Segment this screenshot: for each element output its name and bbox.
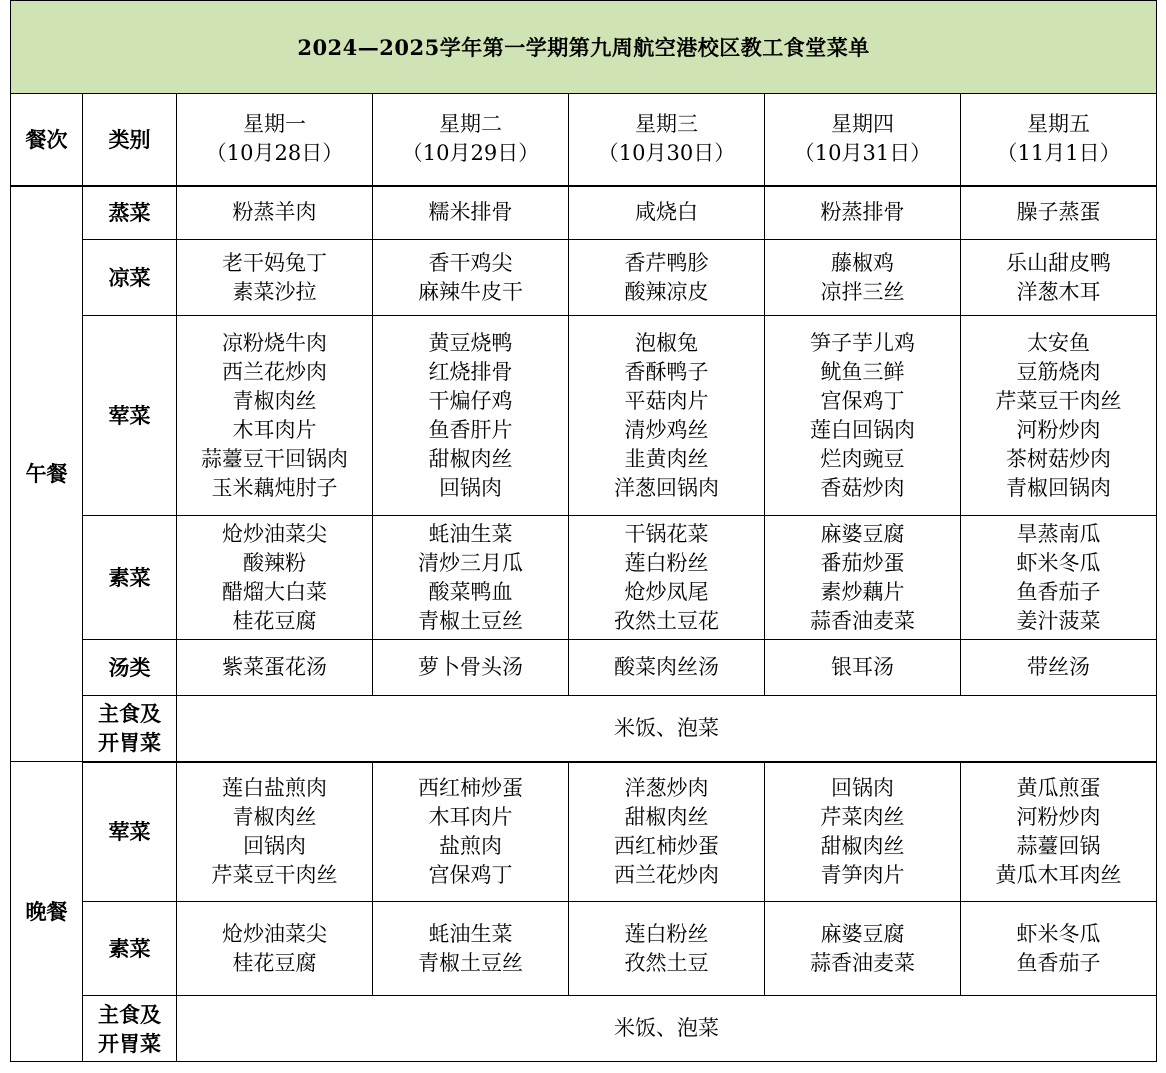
dish-item: 凉粉烧牛肉 [222,330,327,355]
dish-item: 黄瓜煎蛋 [1016,775,1101,800]
dish-item: 老干妈兔丁 [222,250,327,275]
category-line: 开胃菜 [98,1030,161,1056]
staple-cell: 米饭、泡菜 [177,996,1157,1062]
dinner-label: 晚餐 [11,762,83,1062]
dish-item: 甜椒肉丝 [428,446,513,471]
dish-item: 青笋肉片 [820,862,905,887]
dish-item: 甜椒肉丝 [820,833,905,858]
dish-item: 莲白回锅肉 [810,417,915,442]
dish-item: 西红柿炒蛋 [418,775,523,800]
dish-item: 酸辣粉 [243,550,306,575]
menu-cell [961,640,1157,696]
dish-item: 咸烧白 [635,200,698,225]
dish-item: 笋子芋儿鸡 [810,330,915,355]
dish-item: 炝炒凤尾 [624,579,709,604]
dish-item: 香干鸡尖 [428,250,513,275]
dish-item: 麻辣牛皮干 [418,279,523,304]
menu-cell [765,240,961,316]
dish-item: 莲白粉丝 [624,921,709,946]
menu-cell [765,640,961,696]
day-name: 星期四 [831,112,894,137]
day-header-thursday [765,94,961,186]
dish-item: 西红柿炒蛋 [614,833,719,858]
dish-item: 粉蒸排骨 [820,200,905,225]
dish-item: 虾米冬瓜 [1016,550,1101,575]
dish-item: 青椒回锅肉 [1006,475,1112,500]
menu-cell [765,762,961,902]
day-name: 星期三 [635,112,698,137]
lunch-soup-row [11,640,1157,696]
dish-item: 酸辣凉皮 [624,279,709,304]
category-line: 开胃菜 [98,730,161,756]
menu-cell [569,902,765,996]
category-label: 素菜 [83,902,177,996]
menu-cell [765,186,961,240]
dish-item: 凉拌三丝 [820,279,905,304]
category-label: 荤菜 [83,316,177,516]
menu-cell [177,640,373,696]
day-date: （10月31日） [793,141,932,166]
dish-item: 鱼香肝片 [428,417,513,442]
dish-item: 回锅肉 [439,475,502,500]
dish-item: 麻婆豆腐 [820,921,905,946]
dish-item: 番茄炒蛋 [820,550,905,575]
dish-item: 莲白盐煎肉 [222,775,327,800]
dish-item: 粉蒸羊肉 [232,200,317,225]
menu-cell [373,240,569,316]
dish-item: 桂花豆腐 [232,950,317,975]
menu-cell [177,762,373,902]
menu-cell [373,186,569,240]
menu-title: 2024—2025学年第一学期第九周航空港校区教工食堂菜单 [11,1,1157,94]
menu-cell [569,640,765,696]
dish-item: 蒜香油麦菜 [810,608,915,633]
dish-item: 银耳汤 [831,655,894,679]
dish-item: 甜椒肉丝 [624,804,709,829]
dish-item: 孜然土豆 [624,950,709,975]
lunch-meat-row [11,316,1157,516]
dish-item: 素炒藕片 [820,579,905,604]
dish-item: 韭黄肉丝 [624,446,709,471]
dish-item: 木耳肉片 [232,417,317,442]
dish-item: 香菇炒肉 [820,475,905,500]
lunch-label: 午餐 [11,186,83,762]
dish-item: 西兰花炒肉 [614,862,719,887]
dish-item: 干煸仔鸡 [428,388,513,413]
dish-item: 木耳肉片 [428,804,513,829]
dish-item: 豆筋烧肉 [1016,359,1101,384]
menu-cell [765,516,961,640]
dish-item: 茶树菇炒肉 [1006,446,1112,471]
dish-item: 干锅花菜 [624,521,709,546]
dish-item: 蒜薹回锅 [1016,833,1101,858]
category-label [83,696,177,762]
dish-item: 洋葱木耳 [1016,279,1101,304]
category-label: 素菜 [83,516,177,640]
staple-cell: 米饭、泡菜 [177,696,1157,762]
dish-item: 鱿鱼三鲜 [820,359,905,384]
category-label: 凉菜 [83,240,177,316]
dish-item: 河粉炒肉 [1016,804,1101,829]
day-name: 星期五 [1027,112,1091,137]
menu-cell [765,316,961,516]
dish-item: 姜汁菠菜 [1016,608,1101,633]
menu-cell [569,516,765,640]
menu-cell [961,902,1157,996]
day-date: （10月29日） [401,141,540,166]
dish-item: 红烧排骨 [428,359,513,384]
dish-item: 藤椒鸡 [831,250,894,275]
dish-item: 香芹鸭胗 [624,250,709,275]
lunch-cold-row [11,240,1157,316]
menu-cell [177,516,373,640]
dish-item: 糯米排骨 [428,200,513,225]
day-header-tuesday [373,94,569,186]
day-name: 星期一 [243,112,306,137]
menu-cell [177,186,373,240]
dinner-meat-row [11,762,1157,902]
dish-item: 酸菜肉丝汤 [614,655,719,679]
menu-cell [177,240,373,316]
day-name: 星期二 [439,112,502,137]
dish-item: 虾米冬瓜 [1016,921,1101,946]
dish-item: 洋葱炒肉 [624,775,709,800]
meal-column-header: 餐次 [11,94,83,186]
dish-item: 桂花豆腐 [232,608,317,633]
category-column-header: 类别 [83,94,177,186]
dinner-staple-row [11,996,1157,1062]
category-line: 主食及 [98,1001,161,1027]
dish-item: 平菇肉片 [624,388,709,413]
dish-item: 带丝汤 [1027,655,1091,679]
dish-item: 醋熘大白菜 [222,579,327,604]
menu-cell [961,240,1157,316]
dish-item: 酸菜鸭血 [428,579,513,604]
dish-item: 黄瓜木耳肉丝 [995,862,1122,887]
dish-item: 太安鱼 [1027,330,1091,355]
menu-cell [765,902,961,996]
dish-item: 青椒土豆丝 [418,950,523,975]
dish-item: 青椒肉丝 [232,804,317,829]
dish-item: 玉米藕炖肘子 [211,475,338,500]
menu-cell [961,316,1157,516]
dish-item: 素菜沙拉 [232,279,317,304]
category-label: 蒸菜 [83,186,177,240]
dish-item: 蚝油生菜 [428,921,513,946]
dish-item: 紫菜蛋花汤 [222,655,327,679]
menu-table [10,0,1157,1062]
dish-item: 炝炒油菜尖 [222,921,327,946]
dish-item: 旱蒸南瓜 [1016,521,1101,546]
dish-item: 宫保鸡丁 [820,388,905,413]
dish-item: 回锅肉 [243,833,306,858]
dish-item: 回锅肉 [831,775,894,800]
dish-item: 黄豆烧鸭 [428,330,513,355]
lunch-steamed-row [11,186,1157,240]
menu-cell [569,762,765,902]
dish-item: 蚝油生菜 [428,521,513,546]
menu-cell [373,640,569,696]
menu-cell [373,316,569,516]
dish-item: 蒜香油麦菜 [810,950,915,975]
dish-item: 河粉炒肉 [1016,417,1101,442]
menu-cell [961,186,1157,240]
day-date: （10月30日） [597,141,736,166]
day-header-wednesday [569,94,765,186]
dish-item: 青椒肉丝 [232,388,317,413]
dish-item: 鱼香茄子 [1016,579,1101,604]
dish-item: 青椒土豆丝 [418,608,523,633]
dish-item: 麻婆豆腐 [820,521,905,546]
dish-item: 烂肉豌豆 [820,446,905,471]
dish-item: 乐山甜皮鸭 [1006,250,1112,275]
dish-item: 洋葱回锅肉 [614,475,719,500]
dish-item: 芹菜肉丝 [820,804,905,829]
title-row [11,1,1157,94]
dish-item: 宫保鸡丁 [428,862,513,887]
menu-cell [961,762,1157,902]
dish-item: 盐煎肉 [439,833,502,858]
dish-item: 孜然土豆花 [614,608,719,633]
menu-cell [373,762,569,902]
dish-item: 萝卜骨头汤 [418,655,523,679]
dish-item: 莲白粉丝 [624,550,709,575]
menu-cell [961,516,1157,640]
category-label [83,996,177,1062]
dish-item: 泡椒兔 [635,330,698,355]
dish-item: 西兰花炒肉 [222,359,327,384]
menu-cell [569,186,765,240]
menu-cell [373,902,569,996]
dish-item: 芹菜豆干肉丝 [211,862,338,887]
dish-item: 炝炒油菜尖 [222,521,327,546]
menu-cell [177,902,373,996]
menu-cell [177,316,373,516]
category-label: 荤菜 [83,762,177,902]
menu-cell [569,240,765,316]
header-row [11,94,1157,186]
dish-item: 清炒三月瓜 [418,550,523,575]
menu-cell [569,316,765,516]
dish-item: 芹菜豆干肉丝 [995,388,1122,413]
day-date: （10月28日） [205,141,344,166]
dish-item: 臊子蒸蛋 [1016,200,1101,225]
dish-item: 香酥鸭子 [624,359,709,384]
category-line: 主食及 [98,701,161,727]
day-date: （11月1日） [996,141,1121,166]
lunch-staple-row [11,696,1157,762]
menu-cell [373,516,569,640]
dinner-veg-row [11,902,1157,996]
lunch-veg-row [11,516,1157,640]
dish-item: 鱼香茄子 [1016,950,1101,975]
day-header-monday [177,94,373,186]
dish-item: 蒜薹豆干回锅肉 [201,446,348,471]
dish-item: 清炒鸡丝 [624,417,709,442]
category-label: 汤类 [83,640,177,696]
day-header-friday [961,94,1157,186]
